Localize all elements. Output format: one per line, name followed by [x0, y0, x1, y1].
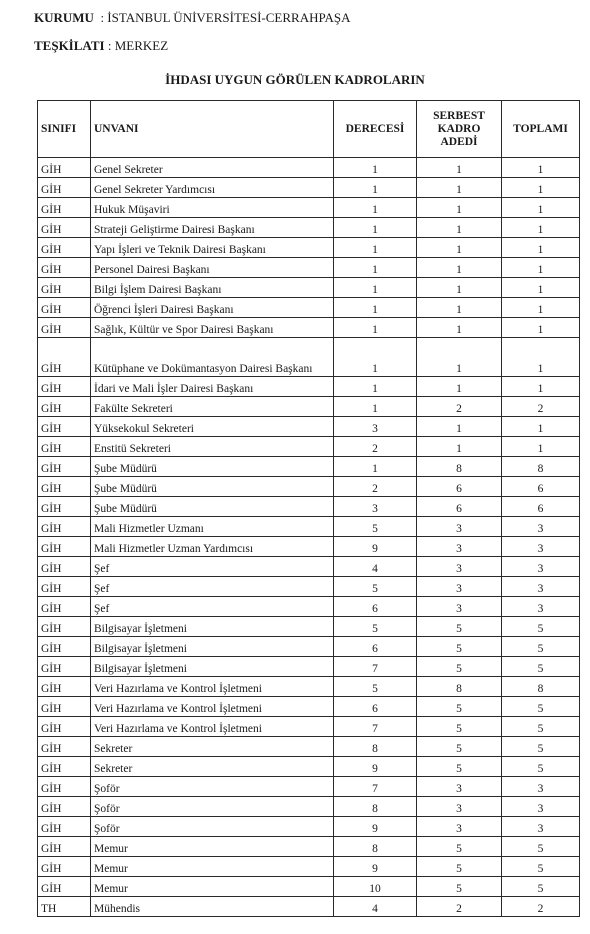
cell-derece: 2 [334, 477, 417, 497]
cell-sinifi: GİH [38, 198, 91, 218]
cell-unvani: Strateji Geliştirme Dairesi Başkanı [91, 218, 334, 238]
table-row [38, 717, 580, 737]
cell-derece: 8 [334, 737, 417, 757]
cell-toplam: 3 [502, 597, 580, 617]
column-header-derecesi: DERECESİ [334, 101, 417, 158]
cell-toplam: 1 [502, 278, 580, 298]
cell-toplam: 1 [502, 298, 580, 318]
table-row [38, 198, 580, 218]
cell-sinifi: GİH [38, 557, 91, 577]
document-title: İHDASI UYGUN GÖRÜLEN KADROLARIN [165, 72, 425, 87]
cell-kadro: 5 [417, 757, 502, 777]
cell-toplam: 1 [502, 417, 580, 437]
table-row [38, 657, 580, 677]
column-header-unvani: UNVANI [91, 101, 334, 158]
cell-toplam: 1 [502, 377, 580, 397]
cell-derece: 6 [334, 597, 417, 617]
cell-sinifi: GİH [38, 397, 91, 417]
cell-unvani: Şoför [91, 797, 334, 817]
cell-kadro: 1 [417, 198, 502, 218]
cell-sinifi: GİH [38, 677, 91, 697]
cell-unvani: Veri Hazırlama ve Kontrol İşletmeni [91, 677, 334, 697]
table-row [38, 437, 580, 457]
cell-kadro: 8 [417, 457, 502, 477]
cell-kadro: 3 [417, 537, 502, 557]
cell-toplam: 5 [502, 657, 580, 677]
cell-kadro: 1 [417, 278, 502, 298]
cell-unvani: Veri Hazırlama ve Kontrol İşletmeni [91, 697, 334, 717]
cell-unvani: Bilgisayar İşletmeni [91, 657, 334, 677]
cell-unvani: Şoför [91, 817, 334, 837]
cell-unvani: Bilgisayar İşletmeni [91, 637, 334, 657]
cell-sinifi: GİH [38, 537, 91, 557]
cell-sinifi: GİH [38, 338, 91, 377]
cell-unvani: Şef [91, 597, 334, 617]
cell-derece: 6 [334, 697, 417, 717]
cell-kadro: 5 [417, 657, 502, 677]
cell-derece: 3 [334, 497, 417, 517]
cell-derece: 3 [334, 417, 417, 437]
cell-kadro: 1 [417, 218, 502, 238]
cell-sinifi: GİH [38, 597, 91, 617]
table-row [38, 557, 580, 577]
cell-sinifi: GİH [38, 477, 91, 497]
cell-kadro: 5 [417, 717, 502, 737]
cell-kadro: 5 [417, 697, 502, 717]
cell-unvani: Genel Sekreter Yardımcısı [91, 178, 334, 198]
cell-unvani: Memur [91, 857, 334, 877]
table-row [38, 517, 580, 537]
cell-sinifi: GİH [38, 757, 91, 777]
cell-derece: 8 [334, 797, 417, 817]
cell-kadro: 5 [417, 737, 502, 757]
cell-sinifi: GİH [38, 697, 91, 717]
cell-toplam: 3 [502, 537, 580, 557]
cell-sinifi: GİH [38, 617, 91, 637]
table-row [38, 877, 580, 897]
cell-derece: 7 [334, 717, 417, 737]
cell-kadro: 5 [417, 877, 502, 897]
cell-sinifi: GİH [38, 817, 91, 837]
cell-sinifi: GİH [38, 377, 91, 397]
cell-sinifi: GİH [38, 218, 91, 238]
cell-toplam: 3 [502, 817, 580, 837]
cell-kadro: 1 [417, 338, 502, 377]
institution-value: : İSTANBUL ÜNİVERSİTESİ-CERRAHPAŞA [100, 10, 351, 25]
table-row [38, 857, 580, 877]
cell-sinifi: GİH [38, 298, 91, 318]
cell-kadro: 3 [417, 557, 502, 577]
cell-toplam: 1 [502, 198, 580, 218]
cell-toplam: 5 [502, 837, 580, 857]
cell-unvani: Yapı İşleri ve Teknik Dairesi Başkanı [91, 238, 334, 258]
cell-derece: 1 [334, 178, 417, 198]
cell-toplam: 1 [502, 318, 580, 338]
cell-derece: 5 [334, 517, 417, 537]
table-row [38, 477, 580, 497]
table-row [38, 238, 580, 258]
cell-sinifi: GİH [38, 258, 91, 278]
cell-unvani: Memur [91, 877, 334, 897]
cell-sinifi: GİH [38, 437, 91, 457]
table-body [38, 158, 580, 917]
cell-unvani: Personel Dairesi Başkanı [91, 258, 334, 278]
cell-derece: 5 [334, 617, 417, 637]
cell-toplam: 3 [502, 577, 580, 597]
cell-sinifi: GİH [38, 857, 91, 877]
table-row [38, 537, 580, 557]
cell-kadro: 1 [417, 298, 502, 318]
table-row [38, 178, 580, 198]
cell-kadro: 2 [417, 397, 502, 417]
cell-unvani: Mali Hizmetler Uzmanı [91, 517, 334, 537]
cell-unvani: Fakülte Sekreteri [91, 397, 334, 417]
cell-kadro: 1 [417, 178, 502, 198]
cell-kadro: 3 [417, 777, 502, 797]
table-row [38, 817, 580, 837]
table-row [38, 897, 580, 917]
cell-sinifi: GİH [38, 797, 91, 817]
cell-kadro: 3 [417, 597, 502, 617]
cell-toplam: 1 [502, 158, 580, 178]
table-row [38, 757, 580, 777]
cell-kadro: 1 [417, 258, 502, 278]
table-row [38, 457, 580, 477]
cell-toplam: 3 [502, 777, 580, 797]
column-header-sinifi: SINIFI [38, 101, 91, 158]
cell-kadro: 6 [417, 497, 502, 517]
cell-sinifi: TH [38, 897, 91, 917]
table-row [38, 218, 580, 238]
cell-unvani: Şube Müdürü [91, 497, 334, 517]
cell-unvani: İdari ve Mali İşler Dairesi Başkanı [91, 377, 334, 397]
cell-unvani: Yüksekokul Sekreteri [91, 417, 334, 437]
table-row [38, 377, 580, 397]
cell-kadro: 1 [417, 318, 502, 338]
cell-kadro: 1 [417, 377, 502, 397]
cell-kadro: 5 [417, 637, 502, 657]
cell-derece: 2 [334, 437, 417, 457]
cell-toplam: 6 [502, 497, 580, 517]
cell-unvani: Şube Müdürü [91, 477, 334, 497]
cell-toplam: 1 [502, 338, 580, 377]
cell-kadro: 5 [417, 837, 502, 857]
cell-toplam: 3 [502, 517, 580, 537]
cell-derece: 1 [334, 238, 417, 258]
cell-toplam: 5 [502, 697, 580, 717]
cell-sinifi: GİH [38, 837, 91, 857]
cell-kadro: 2 [417, 897, 502, 917]
table-row [38, 797, 580, 817]
cell-sinifi: GİH [38, 158, 91, 178]
table-row [38, 298, 580, 318]
cell-toplam: 1 [502, 218, 580, 238]
cell-derece: 1 [334, 198, 417, 218]
organization-value: : MERKEZ [107, 38, 169, 53]
cell-toplam: 5 [502, 877, 580, 897]
organization-line [34, 38, 168, 54]
column-header-serbest-kadro-adedi: SERBEST KADRO ADEDİ [417, 101, 502, 158]
cell-derece: 8 [334, 837, 417, 857]
cell-toplam: 2 [502, 397, 580, 417]
cell-sinifi: GİH [38, 517, 91, 537]
table-row [38, 258, 580, 278]
cell-toplam: 1 [502, 178, 580, 198]
cell-sinifi: GİH [38, 457, 91, 477]
cell-kadro: 8 [417, 677, 502, 697]
cell-toplam: 8 [502, 457, 580, 477]
cell-unvani: Kütüphane ve Dokümantasyon Dairesi Başkanı [91, 338, 334, 377]
cell-sinifi: GİH [38, 717, 91, 737]
cell-toplam: 5 [502, 617, 580, 637]
table-row [38, 777, 580, 797]
cell-toplam: 1 [502, 238, 580, 258]
table-header-row [38, 101, 580, 158]
cell-unvani: Şef [91, 577, 334, 597]
table-row [38, 278, 580, 298]
cell-unvani: Veri Hazırlama ve Kontrol İşletmeni [91, 717, 334, 737]
cell-unvani: Hukuk Müşaviri [91, 198, 334, 218]
table-row [38, 677, 580, 697]
cell-kadro: 5 [417, 857, 502, 877]
table-row [38, 617, 580, 637]
table-row [38, 397, 580, 417]
cell-derece: 9 [334, 757, 417, 777]
table-row [38, 597, 580, 617]
cell-sinifi: GİH [38, 318, 91, 338]
cell-toplam: 3 [502, 797, 580, 817]
cell-derece: 1 [334, 278, 417, 298]
cell-kadro: 1 [417, 158, 502, 178]
cell-toplam: 2 [502, 897, 580, 917]
cell-unvani: Şef [91, 557, 334, 577]
cell-kadro: 3 [417, 797, 502, 817]
cell-sinifi: GİH [38, 178, 91, 198]
cell-unvani: Mühendis [91, 897, 334, 917]
cell-derece: 1 [334, 377, 417, 397]
cell-unvani: Sekreter [91, 737, 334, 757]
cell-sinifi: GİH [38, 577, 91, 597]
cell-sinifi: GİH [38, 737, 91, 757]
cell-sinifi: GİH [38, 238, 91, 258]
cell-derece: 5 [334, 577, 417, 597]
cell-derece: 1 [334, 457, 417, 477]
cell-derece: 4 [334, 557, 417, 577]
organization-label: TEŞKİLATI [34, 38, 105, 53]
cell-toplam: 5 [502, 637, 580, 657]
cell-toplam: 8 [502, 677, 580, 697]
cell-unvani: Memur [91, 837, 334, 857]
cell-unvani: Bilgi İşlem Dairesi Başkanı [91, 278, 334, 298]
cell-sinifi: GİH [38, 278, 91, 298]
cell-toplam: 5 [502, 717, 580, 737]
cell-kadro: 1 [417, 437, 502, 457]
institution-label: KURUMU [34, 10, 94, 25]
cell-derece: 1 [334, 298, 417, 318]
cell-kadro: 3 [417, 517, 502, 537]
cell-derece: 1 [334, 318, 417, 338]
cell-unvani: Enstitü Sekreteri [91, 437, 334, 457]
cell-unvani: Sekreter [91, 757, 334, 777]
cell-derece: 7 [334, 777, 417, 797]
table-row [38, 417, 580, 437]
cell-derece: 9 [334, 857, 417, 877]
cell-derece: 10 [334, 877, 417, 897]
cell-toplam: 5 [502, 857, 580, 877]
table-row [38, 158, 580, 178]
table-row [38, 338, 580, 377]
institution-line [34, 10, 351, 26]
cell-unvani: Şoför [91, 777, 334, 797]
cell-derece: 9 [334, 817, 417, 837]
cell-sinifi: GİH [38, 877, 91, 897]
cell-toplam: 3 [502, 557, 580, 577]
table-row [38, 497, 580, 517]
cell-unvani: Bilgisayar İşletmeni [91, 617, 334, 637]
cell-sinifi: GİH [38, 777, 91, 797]
column-header-toplami: TOPLAMI [502, 101, 580, 158]
cell-derece: 1 [334, 258, 417, 278]
cell-sinifi: GİH [38, 497, 91, 517]
table-row [38, 637, 580, 657]
cell-toplam: 1 [502, 437, 580, 457]
cell-unvani: Öğrenci İşleri Dairesi Başkanı [91, 298, 334, 318]
table-row [38, 837, 580, 857]
table-row [38, 737, 580, 757]
cell-kadro: 6 [417, 477, 502, 497]
cell-derece: 9 [334, 537, 417, 557]
cell-derece: 1 [334, 397, 417, 417]
cell-kadro: 1 [417, 417, 502, 437]
cell-derece: 1 [334, 338, 417, 377]
cell-kadro: 5 [417, 617, 502, 637]
cell-kadro: 3 [417, 577, 502, 597]
cell-toplam: 5 [502, 757, 580, 777]
cell-sinifi: GİH [38, 637, 91, 657]
cell-derece: 1 [334, 218, 417, 238]
table-row [38, 318, 580, 338]
cell-derece: 4 [334, 897, 417, 917]
table-row [38, 577, 580, 597]
cell-kadro: 3 [417, 817, 502, 837]
cell-unvani: Mali Hizmetler Uzman Yardımcısı [91, 537, 334, 557]
cell-derece: 5 [334, 677, 417, 697]
cell-unvani: Genel Sekreter [91, 158, 334, 178]
cell-unvani: Şube Müdürü [91, 457, 334, 477]
cell-derece: 1 [334, 158, 417, 178]
cell-toplam: 1 [502, 258, 580, 278]
table-row [38, 697, 580, 717]
cell-toplam: 5 [502, 737, 580, 757]
cell-sinifi: GİH [38, 657, 91, 677]
positions-table [37, 100, 580, 917]
cell-sinifi: GİH [38, 417, 91, 437]
cell-unvani: Sağlık, Kültür ve Spor Dairesi Başkanı [91, 318, 334, 338]
cell-toplam: 6 [502, 477, 580, 497]
cell-derece: 7 [334, 657, 417, 677]
cell-derece: 6 [334, 637, 417, 657]
cell-kadro: 1 [417, 238, 502, 258]
